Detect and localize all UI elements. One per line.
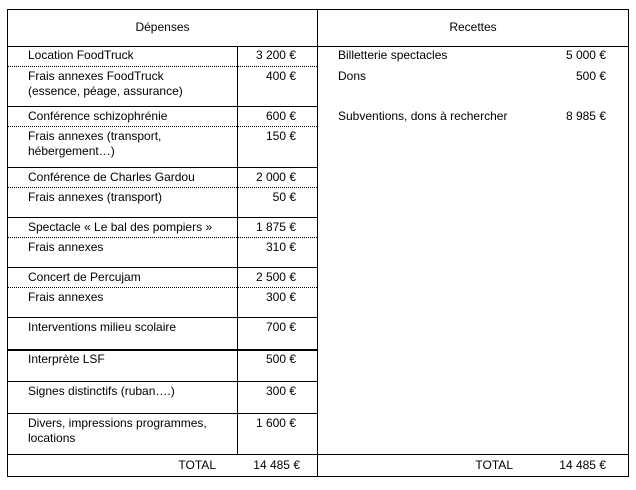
row-separator (238, 66, 317, 67)
depenses-total-amount: 14 485 € (253, 458, 300, 472)
depense-amount: 1 875 € (255, 220, 296, 234)
recette-label: Subventions, dons à rechercher (338, 109, 508, 123)
depense-label: Signes distinctifs (ruban….) (28, 384, 175, 398)
depense-amount: 50 € (272, 190, 296, 204)
depense-label: Frais annexes (28, 240, 104, 254)
depense-amount: 500 € (265, 352, 296, 366)
depense-amount: 150 € (265, 129, 296, 143)
recette-label: Billetterie spectacles (338, 48, 448, 62)
row-separator (238, 187, 317, 188)
recette-amount: 500 € (575, 69, 606, 83)
border-left (7, 9, 8, 477)
row-separator (238, 126, 317, 127)
depense-label: Frais annexes (transport, (28, 129, 162, 143)
row-separator (8, 66, 237, 67)
row-separator (8, 126, 237, 127)
depense-label: Frais annexes (28, 290, 104, 304)
depense-label: Concert de Percujam (28, 270, 141, 284)
depenses-total-label: TOTAL (178, 458, 216, 472)
row-separator (8, 381, 317, 382)
depense-amount: 2 500 € (255, 270, 296, 284)
column-divider (317, 9, 318, 477)
depense-label: Frais annexes (transport) (28, 190, 163, 204)
row-separator (8, 413, 317, 414)
row-separator (238, 287, 317, 288)
recettes-total-label: TOTAL (475, 458, 513, 472)
depense-label: Spectacle « Le bal des pompiers » (28, 220, 213, 234)
depense-label-cont: (essence, péage, assurance) (28, 84, 183, 98)
depense-amount: 1 600 € (255, 416, 296, 430)
depense-amount: 700 € (265, 320, 296, 334)
depense-label-cont: hébergement…) (28, 144, 115, 158)
border-top (7, 9, 629, 10)
recette-label: Dons (338, 69, 367, 83)
row-separator (8, 187, 237, 188)
depense-label: Conférence schizophrénie (28, 109, 168, 123)
depenses-header: Dépenses (135, 20, 190, 34)
depense-amount: 3 200 € (255, 48, 296, 62)
depense-amount: 310 € (265, 240, 296, 254)
row-separator (8, 217, 317, 218)
border-right (628, 9, 629, 477)
depense-amount: 600 € (265, 109, 296, 123)
row-separator (8, 287, 237, 288)
recettes-header: Recettes (449, 20, 497, 34)
depense-amount: 2 000 € (255, 170, 296, 184)
depense-amount: 400 € (265, 69, 296, 83)
row-separator (8, 349, 317, 351)
depense-label: Frais annexes FoodTruck (28, 69, 164, 83)
depense-label: Interventions milieu scolaire (28, 320, 177, 334)
row-separator (8, 237, 237, 238)
recette-amount: 8 985 € (565, 109, 606, 123)
row-separator (8, 106, 317, 107)
header-separator (7, 46, 629, 47)
depense-amount: 300 € (265, 384, 296, 398)
recette-amount: 5 000 € (565, 48, 606, 62)
border-bottom (7, 476, 629, 477)
row-separator (8, 317, 317, 318)
depense-label: Location FoodTruck (28, 48, 134, 62)
recettes-total-amount: 14 485 € (559, 458, 606, 472)
depense-label: Conférence de Charles Gardou (28, 170, 195, 184)
row-separator (8, 267, 317, 268)
depense-label-cont: locations (28, 431, 76, 445)
depense-amount: 300 € (265, 290, 296, 304)
depense-label: Divers, impressions programmes, (28, 416, 207, 430)
row-separator (8, 167, 317, 168)
row-separator (238, 237, 317, 238)
total-separator (7, 454, 629, 455)
depense-label: Interprète LSF (28, 352, 105, 366)
